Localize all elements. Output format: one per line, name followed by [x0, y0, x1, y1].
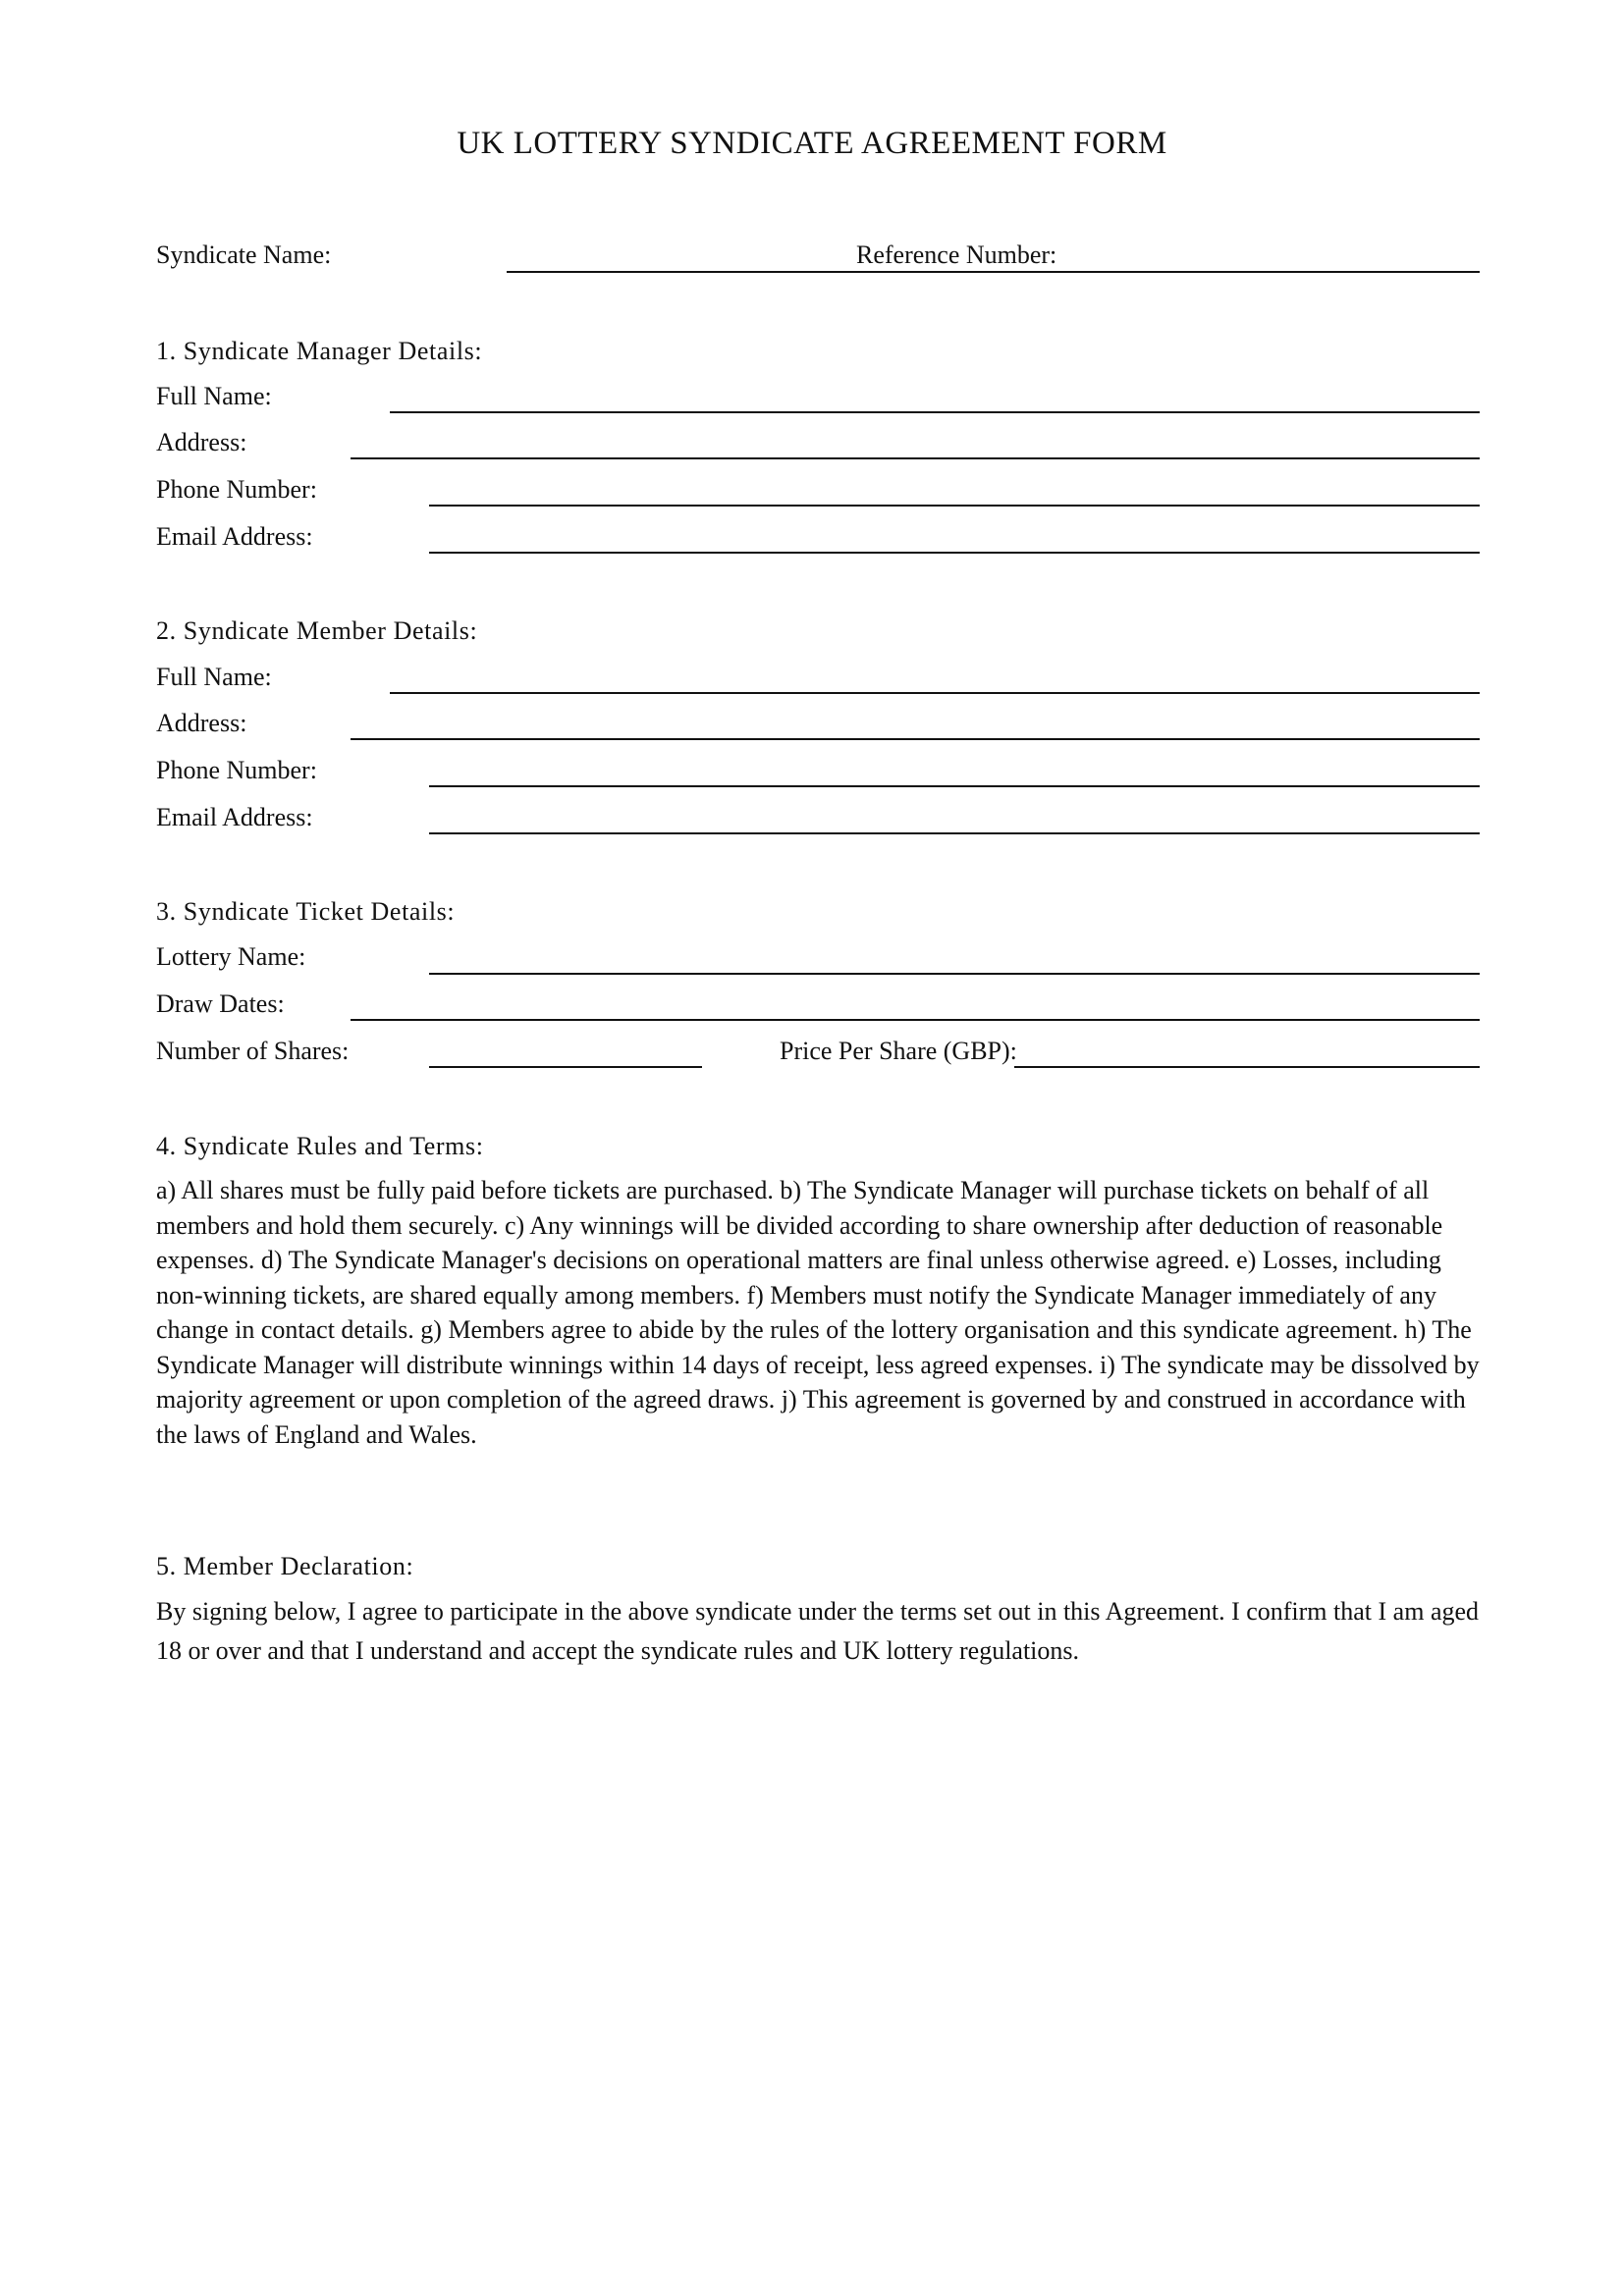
member-phone-field[interactable]	[429, 785, 1480, 787]
member-address-label: Address:	[156, 709, 247, 737]
syndicate-name-field[interactable]	[507, 271, 1480, 273]
price-per-share-label: Price Per Share (GBP):	[780, 1037, 1017, 1065]
rules-heading: 4. Syndicate Rules and Terms:	[156, 1132, 484, 1160]
syndicate-name-label: Syndicate Name:	[156, 240, 332, 269]
manager-address-label: Address:	[156, 428, 247, 456]
member-phone-label: Phone Number:	[156, 756, 317, 784]
member-full-name-field[interactable]	[390, 692, 1480, 694]
member-details-heading: 2. Syndicate Member Details:	[156, 616, 478, 645]
manager-full-name-field[interactable]	[390, 411, 1480, 413]
member-email-label: Email Address:	[156, 803, 313, 831]
manager-phone-field[interactable]	[429, 505, 1480, 507]
price-per-share-field[interactable]	[1014, 1066, 1480, 1068]
form-title: UK LOTTERY SYNDICATE AGREEMENT FORM	[457, 126, 1167, 161]
lottery-name-field[interactable]	[429, 973, 1480, 975]
reference-number-label: Reference Number:	[856, 240, 1057, 269]
ticket-details-heading: 3. Syndicate Ticket Details:	[156, 897, 456, 926]
member-address-field[interactable]	[351, 738, 1480, 740]
manager-email-field[interactable]	[429, 552, 1480, 554]
manager-full-name-label: Full Name:	[156, 382, 272, 410]
member-email-field[interactable]	[429, 832, 1480, 834]
number-of-shares-field[interactable]	[429, 1066, 702, 1068]
manager-phone-label: Phone Number:	[156, 475, 317, 504]
lottery-name-label: Lottery Name:	[156, 942, 306, 971]
draw-dates-field[interactable]	[351, 1019, 1480, 1021]
manager-email-label: Email Address:	[156, 522, 313, 551]
rules-text: a) All shares must be fully paid before tickets are purchased. b) The Syndicate Manager will purchase tickets on behalf of all members and hold them securely. c) Any winnings will be divided according to share ownership after deduction of reasonable expenses. d) The Syndicate Manager's decisions on operational matters are final unless otherwise agreed. e) Losses, including non-winning tickets, are shared equally among members. f) Members must notify the Syndicate Manager immediately of any change in contact details. g) Members agree to abide by the rules of the lottery organisation and this syndicate agreement. h) The Syndicate Manager will distribute winnings within 14 days of receipt, less agreed expenses. i) The syndicate may be dissolved by majority agreement or upon completion of the agreed draws. j) This agreement is governed by and construed in accordance with the laws of England and Wales.	[156, 1176, 1480, 1449]
manager-details-heading: 1. Syndicate Manager Details:	[156, 337, 483, 365]
manager-address-field[interactable]	[351, 457, 1480, 459]
member-full-name-label: Full Name:	[156, 663, 272, 691]
declaration-text: By signing below, I agree to participate in the above syndicate under the terms set out in this Agreement. I confirm that I am aged 18 or over and that I understand and accept the syndicate rules and UK lottery regulations.	[156, 1597, 1480, 1665]
draw-dates-label: Draw Dates:	[156, 989, 285, 1018]
number-of-shares-label: Number of Shares:	[156, 1037, 350, 1065]
declaration-heading: 5. Member Declaration:	[156, 1552, 414, 1580]
